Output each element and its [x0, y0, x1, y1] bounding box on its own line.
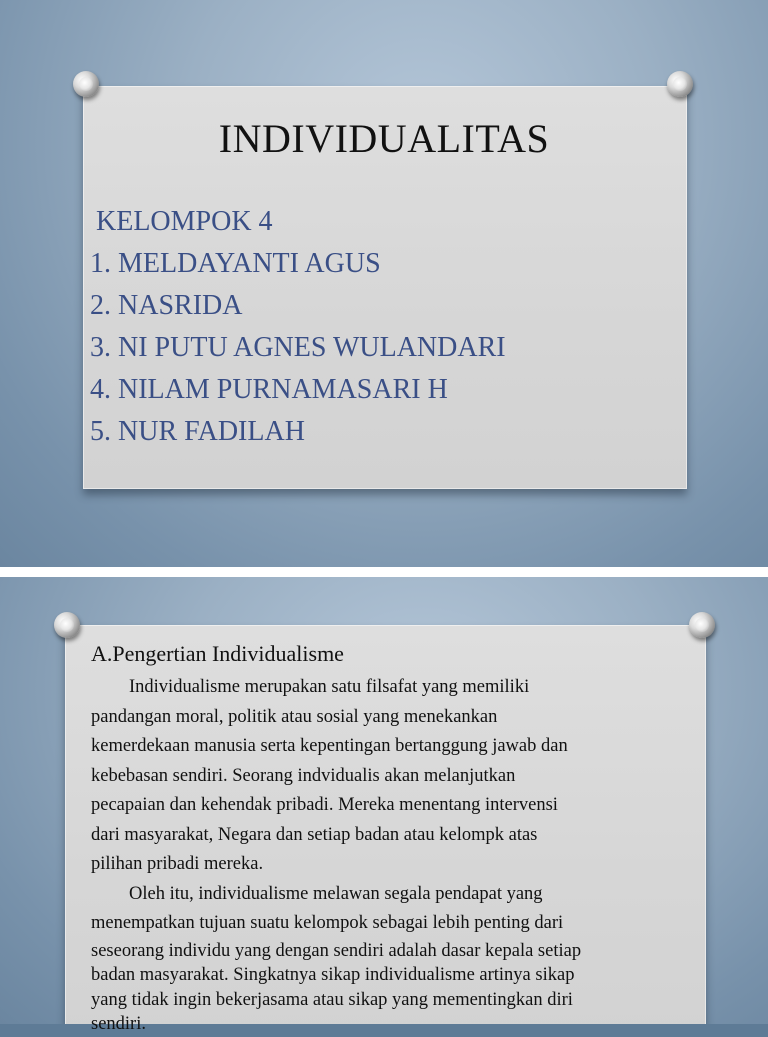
member-item: 5. NUR FADILAH: [90, 416, 305, 447]
text-line: dari masyarakat, Negara dan setiap badan atau kelompk atas: [91, 824, 538, 845]
slide-title: INDIVIDUALITAS: [218, 116, 550, 161]
pushpin-icon: [73, 71, 99, 97]
member-list: [90, 201, 506, 453]
text-line: seseorang individu yang dengan sendiri adalah dasar kepala setiap: [91, 940, 582, 961]
section-title: A.Pengertian Individualisme: [91, 641, 344, 666]
pushpin-icon: [54, 612, 80, 638]
member-item: 1. MELDAYANTI AGUS: [90, 248, 381, 279]
body-text: [91, 673, 691, 1037]
member-item: 4. NILAM PURNAMASARI H: [90, 374, 448, 405]
text-line: menempatkan tujuan suatu kelompok sebagai lebih penting dari: [91, 913, 564, 933]
text-line: pecapaian dan kehendak pribadi. Mereka menentang intervensi: [91, 795, 558, 815]
text-line: kemerdekaan manusia serta kepentingan bertanggung jawab dan: [91, 736, 568, 756]
text-line: pilihan pribadi mereka.: [91, 854, 264, 874]
text-line: Oleh itu, individualisme melawan segala pendapat yang: [129, 883, 543, 904]
text-line: pandangan moral, politik atau sosial yang menekankan: [91, 706, 498, 727]
text-line: sendiri.: [91, 1014, 146, 1034]
group-label: KELOMPOK 4: [96, 206, 273, 237]
pushpin-icon: [667, 71, 693, 97]
member-item: 2. NASRIDA: [90, 290, 243, 321]
member-item: 3. NI PUTU AGNES WULANDARI: [90, 332, 506, 363]
text-line: yang tidak ingin bekerjasama atau sikap yang mementingkan diri: [91, 989, 573, 1010]
text-line: kebebasan sendiri. Seorang indvidualis akan melanjutkan: [91, 765, 516, 786]
pushpin-icon: [689, 612, 715, 638]
text-line: badan masyarakat. Singkatnya sikap individualisme artinya sikap: [91, 965, 575, 985]
text-line: Individualisme merupakan satu filsafat yang memiliki: [129, 677, 530, 697]
slide-divider: [0, 567, 768, 577]
